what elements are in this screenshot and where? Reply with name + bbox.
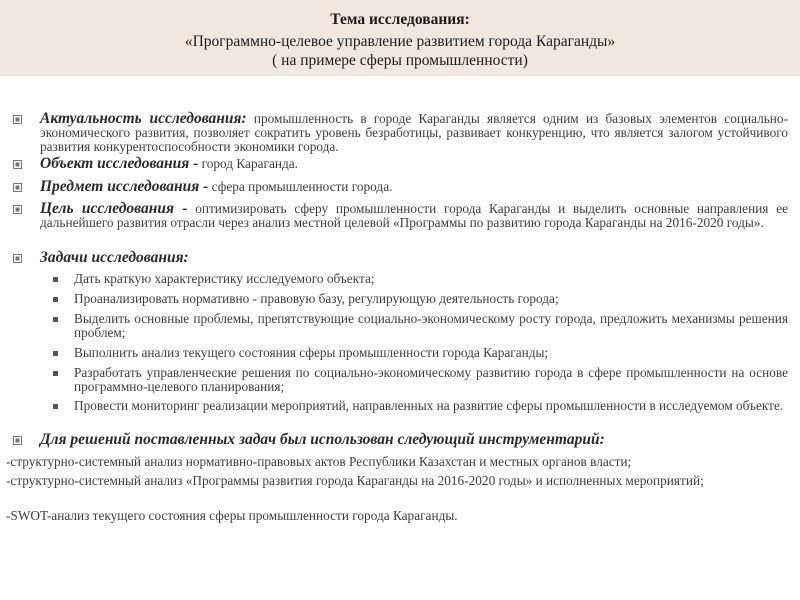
bullet-icon — [13, 115, 22, 124]
task-text: Проанализировать нормативно - правовую базу, регулирующую деятельность города; — [74, 291, 559, 306]
bullet-icon — [13, 436, 22, 445]
title-topic: «Программно-целевое управление развитием города Караганды» — [184, 33, 616, 50]
dot-icon — [53, 351, 58, 356]
goal-item — [40, 202, 788, 230]
item-lead: Для решений поставленных задач был использован следующий инструментарий: — [40, 431, 605, 448]
item-text: сфера промышленности города. — [208, 179, 393, 194]
task-item — [74, 366, 788, 394]
task-item — [74, 292, 788, 306]
bullet-icon — [13, 160, 22, 169]
task-text: Разработать управленческие решения по социально-экономическому развитию города в сфере промышленности на основе программно-целевого планирования; — [74, 365, 788, 394]
tool-line: -SWOT-анализ текущего состояния сферы промышленности города Караганды. — [6, 508, 458, 523]
tool-line: -структурно-системный анализ нормативно-правовых актов Республики Казахстан и местных органов власти; — [6, 454, 632, 469]
item-text: оптимизировать сферу промышленности города Караганды и выделить основные направления ее дальнейшего развития отрасли через анализ местной целевой «Программы по развитию города Караганды на 2016-2020 годы». — [40, 201, 788, 230]
dot-icon — [53, 371, 58, 376]
item-lead: Цель исследования - — [40, 200, 188, 217]
dot-icon — [53, 317, 58, 322]
task-text: Выполнить анализ текущего состояния сферы промышленности города Караганды; — [74, 345, 549, 360]
task-text: Дать краткую характеристику исследуемого объекта; — [74, 271, 375, 286]
task-item — [74, 346, 788, 360]
bullet-icon — [13, 205, 22, 214]
item-lead: Задачи исследования: — [40, 249, 189, 266]
tools-item — [40, 433, 788, 447]
task-item — [74, 399, 788, 413]
item-text: город Караганда. — [198, 156, 298, 171]
object-item — [40, 157, 788, 171]
task-text: Выделить основные проблемы, препятствующие социально-экономическому росту города, предложить механизмы решения проблем; — [74, 311, 788, 340]
item-text: промышленность в городе Караганды является одним из базовых элементов социально-экономического развития, позволяет сократить уровень безработицы, развивает конкуренцию, что является залогом устойчивого развития конкурентоспособности экономики города. — [40, 111, 788, 154]
title-heading: Тема исследования: — [330, 11, 470, 28]
tasks-item — [40, 251, 788, 265]
item-lead: Предмет исследования - — [40, 178, 209, 195]
item-lead: Объект исследования - — [40, 155, 199, 172]
bullet-icon — [13, 183, 22, 192]
title-banner — [0, 0, 800, 76]
dot-icon — [53, 297, 58, 302]
dot-icon — [53, 277, 58, 282]
task-item — [74, 272, 788, 286]
relevance-item — [40, 112, 788, 154]
task-text: Провести мониторинг реализации мероприятий, направленных на развитие сферы промышленности в исследуемом объекте. — [74, 398, 784, 413]
item-lead: Актуальность исследования: — [40, 110, 247, 127]
task-item — [74, 312, 788, 340]
subject-item — [40, 180, 788, 194]
dot-icon — [53, 404, 58, 409]
title-subtopic: ( на примере сферы промышленности) — [272, 52, 528, 69]
tool-line: -структурно-системный анализ «Программы развития города Караганды на 2016-2020 годы» и исполненных мероприятий; — [6, 473, 704, 488]
bullet-icon — [13, 254, 22, 263]
